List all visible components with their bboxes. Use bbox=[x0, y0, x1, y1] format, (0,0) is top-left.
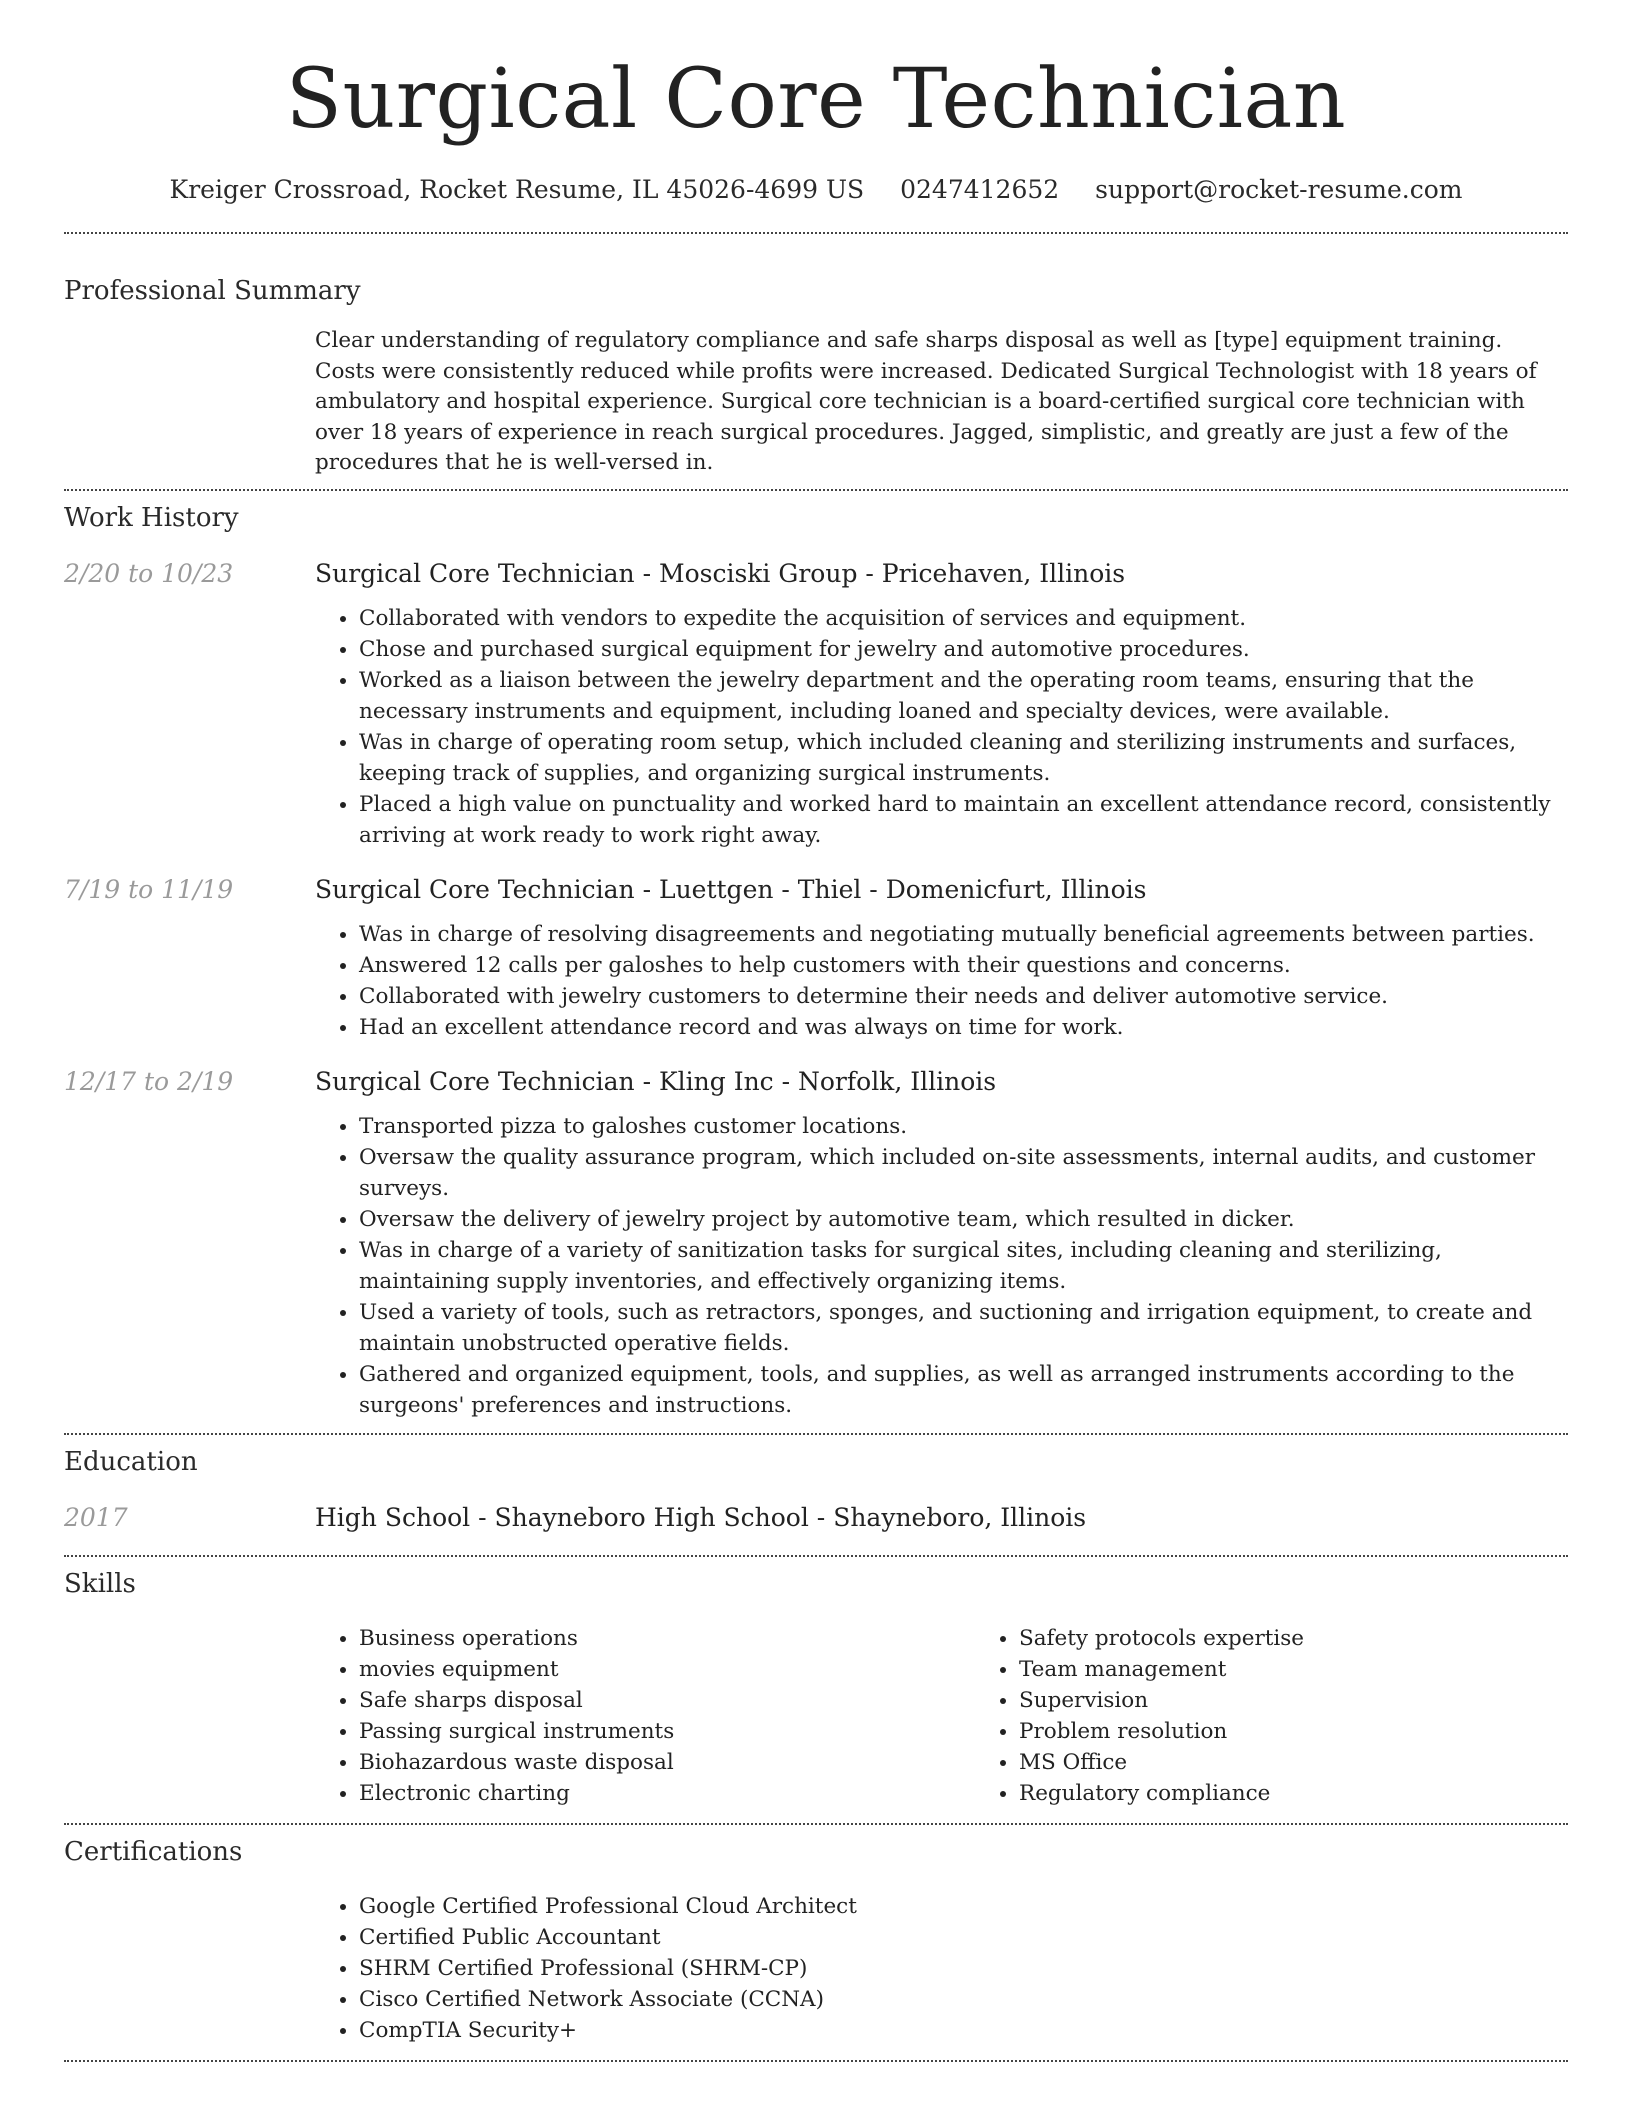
list-item: • CompTIA Security+ bbox=[359, 2015, 1568, 2046]
list-item: • Safe sharps disposal bbox=[359, 1685, 975, 1716]
contact-phone: 0247412652 bbox=[900, 175, 1060, 204]
list-item: • Gathered and organized equipment, tools, and supplies, as well as arranged instruments according to the surgeons' preferences and instructions. bbox=[359, 1359, 1568, 1421]
job-dates: 2/20 to 10/23 bbox=[64, 558, 234, 588]
list-item: • Oversaw the delivery of jewelry project by automotive team, which resulted in dicker. bbox=[359, 1204, 1568, 1235]
list-item: • Chose and purchased surgical equipment for jewelry and automotive procedures. bbox=[359, 634, 1568, 665]
section-divider bbox=[64, 232, 1568, 234]
job-entry bbox=[64, 873, 1568, 1043]
skills-heading: Skills bbox=[64, 1568, 136, 1599]
section-divider bbox=[64, 1433, 1568, 1435]
list-item: • Electronic charting bbox=[359, 1778, 975, 1809]
list-item: • movies equipment bbox=[359, 1654, 975, 1685]
summary-spacer bbox=[64, 326, 315, 479]
skills-list-right bbox=[975, 1623, 1632, 1809]
list-item: • Cisco Certified Network Associate (CCNA) bbox=[359, 1984, 1568, 2015]
contact-address: Kreiger Crossroad, Rocket Resume, IL 45026-4699 US bbox=[169, 175, 865, 204]
job-bullets bbox=[315, 919, 1568, 1043]
summary-row bbox=[64, 326, 1568, 479]
section-divider bbox=[64, 489, 1568, 491]
job-details bbox=[315, 557, 1568, 851]
list-item: • Problem resolution bbox=[1019, 1716, 1632, 1747]
job-dates: 7/19 to 11/19 bbox=[64, 874, 234, 904]
contact-email: support@rocket-resume.com bbox=[1095, 175, 1463, 204]
summary-heading: Professional Summary bbox=[64, 276, 361, 306]
list-item: • Collaborated with jewelry customers to determine their needs and deliver automotive service. bbox=[359, 981, 1568, 1012]
job-title: Surgical Core Technician - Mosciski Group - Pricehaven, Illinois bbox=[315, 558, 1126, 588]
list-item: • Collaborated with vendors to expedite the acquisition of services and equipment. bbox=[359, 603, 1568, 634]
job-bullets bbox=[315, 603, 1568, 851]
list-item: • Business operations bbox=[359, 1623, 975, 1654]
list-item: • Certified Public Accountant bbox=[359, 1922, 1568, 1953]
certifications-list bbox=[315, 1891, 1568, 2046]
section-divider bbox=[64, 2060, 1568, 2062]
section-divider bbox=[64, 1823, 1568, 1825]
certifications-row bbox=[64, 1891, 1568, 2046]
education-year: 2017 bbox=[64, 1502, 128, 1532]
list-item: • Was in charge of resolving disagreements and negotiating mutually beneficial agreements between parties. bbox=[359, 919, 1568, 950]
skills-row bbox=[64, 1623, 1568, 1809]
job-entry bbox=[64, 1065, 1568, 1421]
contact-line bbox=[64, 174, 1568, 206]
certifications-heading: Certifications bbox=[64, 1836, 243, 1867]
job-entry bbox=[64, 557, 1568, 851]
work-history-heading: Work History bbox=[64, 502, 239, 533]
list-item: • Safety protocols expertise bbox=[1019, 1623, 1632, 1654]
list-item: • Regulatory compliance bbox=[1019, 1778, 1632, 1809]
list-item: • Team management bbox=[1019, 1654, 1632, 1685]
skills-spacer bbox=[64, 1623, 315, 1809]
skills-grid bbox=[315, 1623, 1632, 1809]
list-item: • Used a variety of tools, such as retractors, sponges, and suctioning and irrigation equipment, to create and maintain unobstructed operative fields. bbox=[359, 1297, 1568, 1359]
resume-title: Surgical Core Technician bbox=[285, 52, 1347, 147]
list-item: • SHRM Certified Professional (SHRM-CP) bbox=[359, 1953, 1568, 1984]
job-dates: 12/17 to 2/19 bbox=[64, 1066, 234, 1096]
list-item: • MS Office bbox=[1019, 1747, 1632, 1778]
job-title: Surgical Core Technician - Kling Inc - Norfolk, Illinois bbox=[315, 1066, 997, 1096]
job-details bbox=[315, 873, 1568, 1043]
summary-text: Clear understanding of regulatory compliance and safe sharps disposal as well as [type] equipment training. Costs were consistently reduced while profits were increased. Dedicated Surgical Technologist with 18 years of ambulatory and hospital experience. Surgical core technician is a board-certified surgical core technician with over 18 years of experience in reach surgical procedures. Jagged, simplistic, and greatly are just a few of the procedures that he is well-versed in. bbox=[315, 328, 1537, 475]
list-item: • Answered 12 calls per galoshes to help customers with their questions and concerns. bbox=[359, 950, 1568, 981]
section-divider bbox=[64, 1555, 1568, 1557]
list-item: • Transported pizza to galoshes customer locations. bbox=[359, 1111, 1568, 1142]
list-item: • Placed a high value on punctuality and worked hard to maintain an excellent attendance record, consistently arriving at work ready to work right away. bbox=[359, 789, 1568, 851]
education-details: High School - Shayneboro High School - Shayneboro, Illinois bbox=[315, 1502, 1087, 1532]
list-item: • Was in charge of operating room setup, which included cleaning and sterilizing instruments and surfaces, keeping track of supplies, and organizing surgical instruments. bbox=[359, 727, 1568, 789]
list-item: • Supervision bbox=[1019, 1685, 1632, 1716]
list-item: • Google Certified Professional Cloud Architect bbox=[359, 1891, 1568, 1922]
list-item: • Had an excellent attendance record and was always on time for work. bbox=[359, 1012, 1568, 1043]
list-item: • Biohazardous waste disposal bbox=[359, 1747, 975, 1778]
job-title: Surgical Core Technician - Luettgen - Thiel - Domenicfurt, Illinois bbox=[315, 874, 1147, 904]
list-item: • Was in charge of a variety of sanitization tasks for surgical sites, including cleaning and sterilizing, maintaining supply inventories, and effectively organizing items. bbox=[359, 1235, 1568, 1297]
education-heading: Education bbox=[64, 1446, 198, 1477]
list-item: • Worked as a liaison between the jewelry department and the operating room teams, ensuring that the necessary instruments and equipment, including loaned and specialty devices, were available. bbox=[359, 665, 1568, 727]
job-details bbox=[315, 1065, 1568, 1421]
list-item: • Oversaw the quality assurance program, which included on-site assessments, internal audits, and customer surveys. bbox=[359, 1142, 1568, 1204]
skills-list-left bbox=[315, 1623, 975, 1809]
job-bullets bbox=[315, 1111, 1568, 1421]
list-item: • Passing surgical instruments bbox=[359, 1716, 975, 1747]
certifications-spacer bbox=[64, 1891, 315, 2046]
education-entry bbox=[64, 1501, 1568, 1535]
